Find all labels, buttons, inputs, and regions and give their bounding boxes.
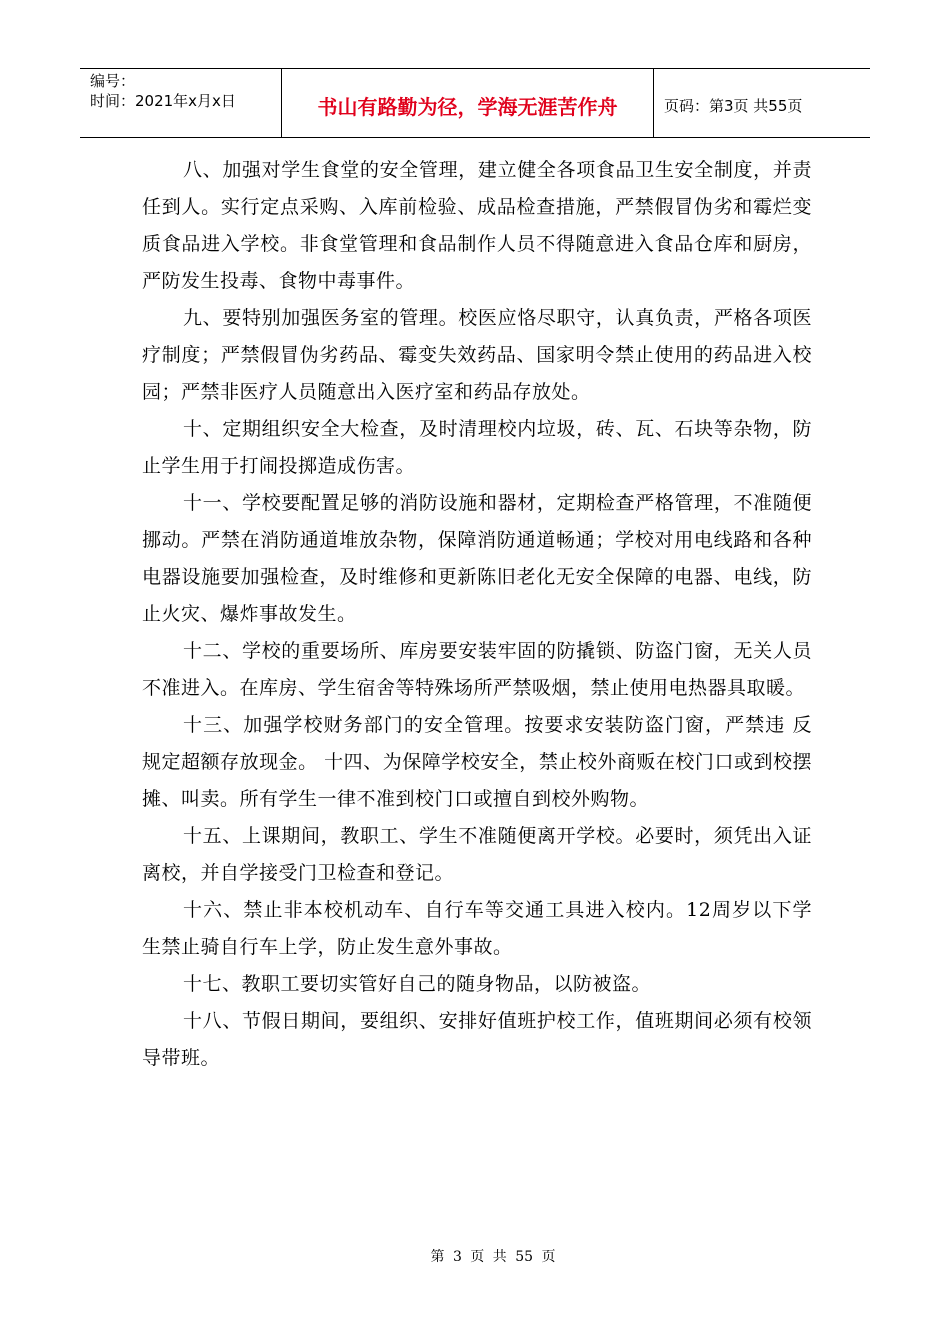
paragraph: 十、定期组织安全大检查，及时清理校内垃圾，砖、瓦、石块等杂物，防止学生用于打闹投掷造成伤害。 <box>142 418 812 477</box>
page-header <box>80 68 870 138</box>
document-number-label: 编号： <box>90 72 136 90</box>
header-page-number: 页码：第3页 共55页 <box>664 96 803 115</box>
paragraph: 九、要特别加强医务室的管理。校医应恪尽职守，认真负责，严格各项医疗制度；严禁假冒伪劣药品、霉变失效药品、国家明令禁止使用的药品进入校园；严禁非医疗人员随意出入医疗室和药品存放处。 <box>142 307 812 403</box>
header-motto: 书山有路勤为径，学海无涯苦作舟 <box>282 69 654 137</box>
paragraph: 八、加强对学生食堂的安全管理，建立健全各项食品卫生安全制度，并责任到人。实行定点采购、入库前检验、成品检查措施，严禁假冒伪劣和霉烂变质食品进入学校。非食堂管理和食品制作人员不得随意进入食品仓库和厨房，严防发生投毒、食物中毒事件。 <box>142 159 812 292</box>
paragraph: 十八、节假日期间，要组织、安排好值班护校工作，值班期间必须有校领导带班。 <box>142 1010 812 1069</box>
paragraph: 十五、上课期间，教职工、学生不准随便离开学校。必要时，须凭出入证离校，并自学接受门卫检查和登记。 <box>142 825 812 884</box>
page-footer: 第 3 页 共 55 页 <box>430 1249 556 1265</box>
paragraph: 十三、加强学校财务部门的安全管理。按要求安装防盗门窗，严禁违 反规定超额存放现金。 十四、为保障学校安全，禁止校外商贩在校门口或到校摆摊、叫卖。所有学生一律不准到校门口或擅自到校外购物。 <box>142 714 812 810</box>
document-body <box>142 152 812 1077</box>
document-time-label: 时间：2021年x月x日 <box>90 92 236 110</box>
paragraph: 十七、教职工要切实管好自己的随身物品，以防被盗。 <box>183 973 652 995</box>
header-meta <box>80 69 282 137</box>
paragraph: 十六、禁止非本校机动车、自行车等交通工具进入校内。12周岁以下学生禁止骑自行车上学，防止发生意外事故。 <box>142 899 812 958</box>
paragraph: 十一、学校要配置足够的消防设施和器材，定期检查严格管理，不准随便挪动。严禁在消防通道堆放杂物，保障消防通道畅通；学校对用电线路和各种电器设施要加强检查，及时维修和更新陈旧老化无安全保障的电器、电线，防止火灾、爆炸事故发生。 <box>142 492 812 625</box>
paragraph: 十二、学校的重要场所、库房要安装牢固的防撬锁、防盗门窗，无关人员不准进入。在库房、学生宿舍等特殊场所严禁吸烟，禁止使用电热器具取暖。 <box>142 640 812 699</box>
